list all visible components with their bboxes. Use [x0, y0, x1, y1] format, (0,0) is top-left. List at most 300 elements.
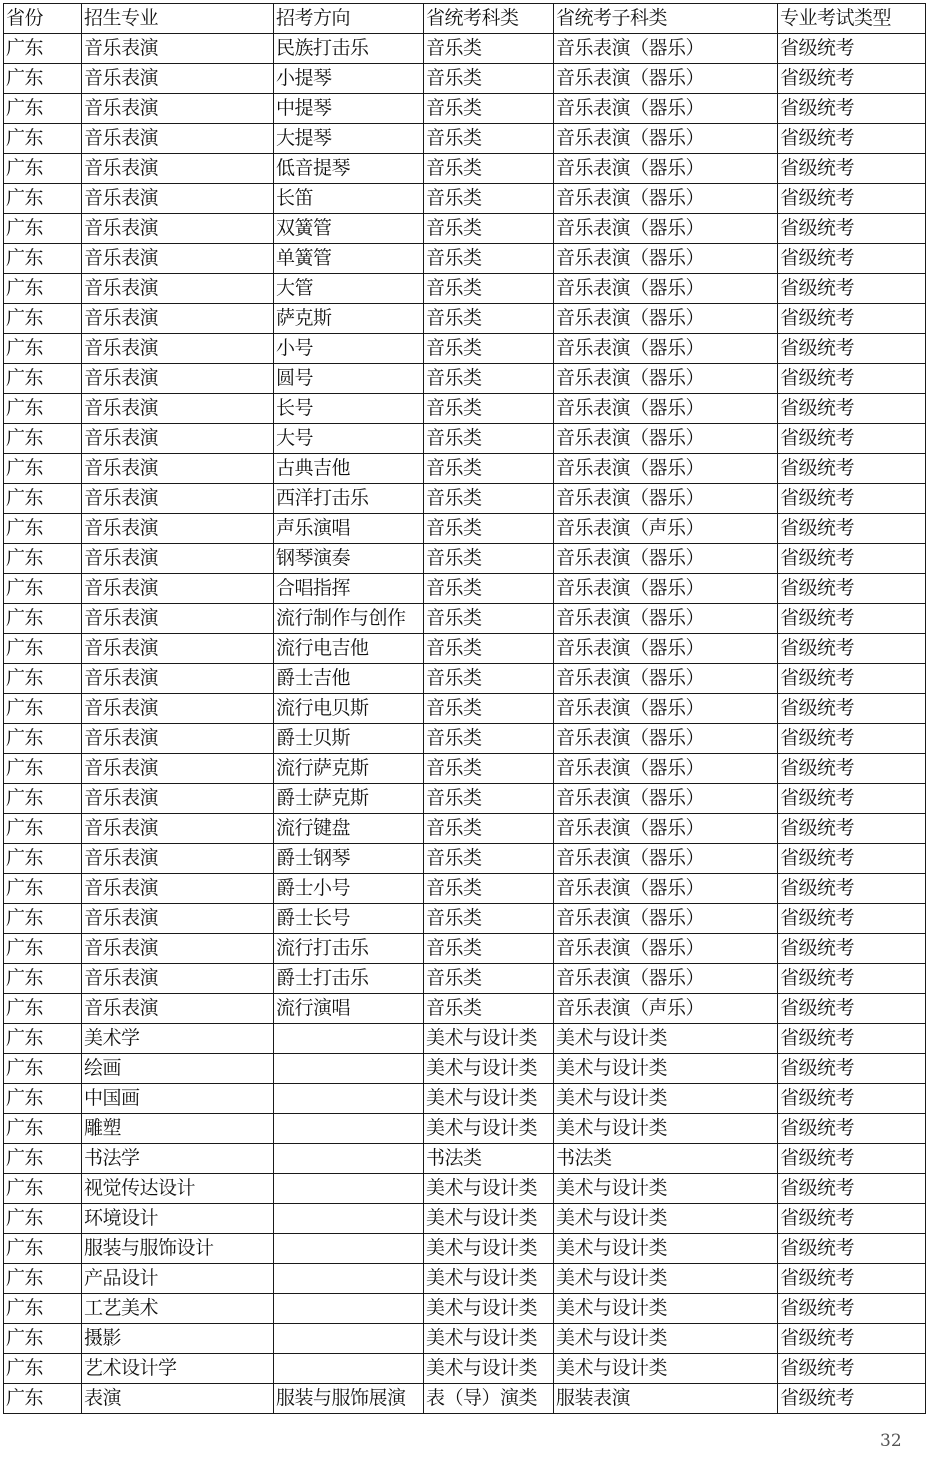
cell-exam-category: 音乐类 — [424, 214, 554, 244]
cell-major: 音乐表演 — [82, 34, 274, 64]
cell-exam-type: 省级统考 — [778, 424, 926, 454]
cell-province: 广东 — [4, 1174, 82, 1204]
cell-major: 艺术设计学 — [82, 1354, 274, 1384]
cell-exam-type: 省级统考 — [778, 514, 926, 544]
table-row — [4, 334, 926, 364]
cell-exam-category: 美术与设计类 — [424, 1264, 554, 1294]
cell-major: 音乐表演 — [82, 784, 274, 814]
cell-major: 音乐表演 — [82, 724, 274, 754]
table-row — [4, 1204, 926, 1234]
cell-direction: 中提琴 — [274, 94, 424, 124]
table-row — [4, 424, 926, 454]
cell-province: 广东 — [4, 1024, 82, 1054]
cell-direction: 大号 — [274, 424, 424, 454]
cell-exam-category: 美术与设计类 — [424, 1084, 554, 1114]
cell-direction: 爵士长号 — [274, 904, 424, 934]
cell-exam-category: 音乐类 — [424, 874, 554, 904]
cell-major: 音乐表演 — [82, 454, 274, 484]
cell-exam-type: 省级统考 — [778, 934, 926, 964]
cell-major: 音乐表演 — [82, 544, 274, 574]
cell-province: 广东 — [4, 304, 82, 334]
cell-direction — [274, 1294, 424, 1324]
cell-major: 音乐表演 — [82, 814, 274, 844]
cell-exam-category: 美术与设计类 — [424, 1354, 554, 1384]
cell-province: 广东 — [4, 664, 82, 694]
table-row — [4, 1144, 926, 1174]
cell-exam-subcategory: 美术与设计类 — [554, 1114, 778, 1144]
table-row — [4, 64, 926, 94]
cell-exam-category: 音乐类 — [424, 994, 554, 1024]
cell-province: 广东 — [4, 1294, 82, 1324]
cell-province: 广东 — [4, 484, 82, 514]
cell-exam-subcategory: 音乐表演（器乐） — [554, 244, 778, 274]
cell-major: 书法学 — [82, 1144, 274, 1174]
table-row — [4, 994, 926, 1024]
cell-direction: 声乐演唱 — [274, 514, 424, 544]
cell-major: 环境设计 — [82, 1204, 274, 1234]
cell-province: 广东 — [4, 334, 82, 364]
cell-province: 广东 — [4, 1264, 82, 1294]
cell-exam-type: 省级统考 — [778, 364, 926, 394]
cell-direction: 双簧管 — [274, 214, 424, 244]
cell-direction — [274, 1354, 424, 1384]
cell-exam-subcategory: 音乐表演（器乐） — [554, 874, 778, 904]
cell-exam-category: 美术与设计类 — [424, 1114, 554, 1144]
cell-direction: 爵士钢琴 — [274, 844, 424, 874]
table-row — [4, 394, 926, 424]
cell-exam-subcategory: 音乐表演（器乐） — [554, 64, 778, 94]
cell-major: 工艺美术 — [82, 1294, 274, 1324]
table-row — [4, 484, 926, 514]
cell-exam-type: 省级统考 — [778, 874, 926, 904]
cell-exam-type: 省级统考 — [778, 1204, 926, 1234]
cell-major: 音乐表演 — [82, 574, 274, 604]
cell-major: 音乐表演 — [82, 844, 274, 874]
cell-exam-category: 音乐类 — [424, 244, 554, 274]
cell-major: 音乐表演 — [82, 694, 274, 724]
cell-exam-subcategory: 音乐表演（器乐） — [554, 934, 778, 964]
cell-province: 广东 — [4, 1204, 82, 1234]
cell-exam-subcategory: 音乐表演（器乐） — [554, 304, 778, 334]
cell-major: 音乐表演 — [82, 664, 274, 694]
cell-exam-category: 音乐类 — [424, 544, 554, 574]
table-header-row — [4, 4, 926, 34]
cell-exam-category: 音乐类 — [424, 184, 554, 214]
cell-exam-type: 省级统考 — [778, 994, 926, 1024]
cell-province: 广东 — [4, 64, 82, 94]
cell-major: 音乐表演 — [82, 124, 274, 154]
cell-province: 广东 — [4, 424, 82, 454]
cell-exam-type: 省级统考 — [778, 664, 926, 694]
cell-exam-subcategory: 音乐表演（器乐） — [554, 814, 778, 844]
cell-province: 广东 — [4, 1144, 82, 1174]
header-direction: 招考方向 — [274, 4, 424, 34]
cell-exam-subcategory: 音乐表演（器乐） — [554, 694, 778, 724]
cell-exam-type: 省级统考 — [778, 394, 926, 424]
cell-major: 音乐表演 — [82, 304, 274, 334]
cell-province: 广东 — [4, 784, 82, 814]
cell-province: 广东 — [4, 1354, 82, 1384]
cell-exam-type: 省级统考 — [778, 1084, 926, 1114]
cell-exam-category: 音乐类 — [424, 574, 554, 604]
cell-province: 广东 — [4, 514, 82, 544]
cell-province: 广东 — [4, 364, 82, 394]
cell-exam-category: 音乐类 — [424, 904, 554, 934]
cell-direction: 圆号 — [274, 364, 424, 394]
cell-exam-subcategory: 美术与设计类 — [554, 1174, 778, 1204]
cell-direction: 流行制作与创作 — [274, 604, 424, 634]
cell-direction: 钢琴演奏 — [274, 544, 424, 574]
cell-exam-subcategory: 美术与设计类 — [554, 1084, 778, 1114]
cell-exam-category: 美术与设计类 — [424, 1054, 554, 1084]
cell-province: 广东 — [4, 694, 82, 724]
cell-major: 音乐表演 — [82, 994, 274, 1024]
cell-exam-type: 省级统考 — [778, 1354, 926, 1384]
cell-exam-type: 省级统考 — [778, 574, 926, 604]
cell-direction: 流行打击乐 — [274, 934, 424, 964]
cell-province: 广东 — [4, 604, 82, 634]
cell-direction: 流行键盘 — [274, 814, 424, 844]
cell-province: 广东 — [4, 124, 82, 154]
cell-exam-subcategory: 音乐表演（器乐） — [554, 484, 778, 514]
table-row — [4, 1324, 926, 1354]
cell-exam-category: 音乐类 — [424, 724, 554, 754]
header-exam-subcategory: 省统考子科类 — [554, 4, 778, 34]
cell-direction — [274, 1024, 424, 1054]
cell-exam-subcategory: 音乐表演（器乐） — [554, 394, 778, 424]
cell-major: 表演 — [82, 1384, 274, 1414]
table-row — [4, 904, 926, 934]
cell-exam-subcategory: 音乐表演（器乐） — [554, 754, 778, 784]
cell-exam-category: 美术与设计类 — [424, 1294, 554, 1324]
table-row — [4, 1264, 926, 1294]
cell-major: 音乐表演 — [82, 964, 274, 994]
cell-major: 音乐表演 — [82, 424, 274, 454]
cell-direction — [274, 1054, 424, 1084]
cell-direction — [274, 1234, 424, 1264]
cell-major: 音乐表演 — [82, 274, 274, 304]
cell-exam-subcategory: 音乐表演（器乐） — [554, 124, 778, 154]
table-row — [4, 694, 926, 724]
table-row — [4, 1354, 926, 1384]
cell-province: 广东 — [4, 1234, 82, 1264]
cell-exam-type: 省级统考 — [778, 814, 926, 844]
table-row — [4, 1234, 926, 1264]
cell-exam-category: 音乐类 — [424, 484, 554, 514]
cell-exam-type: 省级统考 — [778, 844, 926, 874]
table-row — [4, 1084, 926, 1114]
cell-major: 中国画 — [82, 1084, 274, 1114]
table-body — [4, 34, 926, 1414]
cell-direction: 大提琴 — [274, 124, 424, 154]
cell-exam-subcategory: 音乐表演（器乐） — [554, 724, 778, 754]
cell-exam-type: 省级统考 — [778, 94, 926, 124]
cell-exam-subcategory: 音乐表演（器乐） — [554, 664, 778, 694]
table-row — [4, 634, 926, 664]
table-row — [4, 244, 926, 274]
cell-exam-category: 美术与设计类 — [424, 1204, 554, 1234]
page-number: 32 — [880, 1431, 902, 1451]
cell-exam-type: 省级统考 — [778, 604, 926, 634]
cell-exam-subcategory: 音乐表演（声乐） — [554, 994, 778, 1024]
cell-direction — [274, 1204, 424, 1234]
cell-exam-subcategory: 音乐表演（器乐） — [554, 274, 778, 304]
table-row — [4, 454, 926, 484]
cell-direction: 合唱指挥 — [274, 574, 424, 604]
cell-province: 广东 — [4, 154, 82, 184]
cell-major: 绘画 — [82, 1054, 274, 1084]
table-row — [4, 844, 926, 874]
cell-exam-subcategory: 美术与设计类 — [554, 1204, 778, 1234]
cell-exam-category: 音乐类 — [424, 94, 554, 124]
table-row — [4, 274, 926, 304]
cell-exam-type: 省级统考 — [778, 724, 926, 754]
cell-exam-category: 音乐类 — [424, 814, 554, 844]
cell-exam-category: 音乐类 — [424, 394, 554, 424]
cell-exam-type: 省级统考 — [778, 34, 926, 64]
table-row — [4, 754, 926, 784]
cell-exam-type: 省级统考 — [778, 1264, 926, 1294]
cell-exam-subcategory: 音乐表演（器乐） — [554, 364, 778, 394]
cell-exam-category: 音乐类 — [424, 964, 554, 994]
cell-direction: 低音提琴 — [274, 154, 424, 184]
cell-exam-subcategory: 音乐表演（器乐） — [554, 844, 778, 874]
cell-exam-subcategory: 音乐表演（器乐） — [554, 784, 778, 814]
cell-province: 广东 — [4, 34, 82, 64]
cell-exam-type: 省级统考 — [778, 64, 926, 94]
cell-province: 广东 — [4, 214, 82, 244]
cell-exam-subcategory: 书法类 — [554, 1144, 778, 1174]
cell-exam-category: 音乐类 — [424, 514, 554, 544]
cell-direction: 小号 — [274, 334, 424, 364]
cell-exam-subcategory: 音乐表演（器乐） — [554, 544, 778, 574]
cell-province: 广东 — [4, 1324, 82, 1354]
cell-exam-subcategory: 音乐表演（器乐） — [554, 454, 778, 484]
cell-province: 广东 — [4, 874, 82, 904]
cell-exam-category: 音乐类 — [424, 334, 554, 364]
cell-exam-type: 省级统考 — [778, 1054, 926, 1084]
cell-exam-subcategory: 美术与设计类 — [554, 1324, 778, 1354]
cell-major: 音乐表演 — [82, 514, 274, 544]
cell-exam-category: 音乐类 — [424, 274, 554, 304]
cell-direction: 古典吉他 — [274, 454, 424, 484]
cell-direction: 流行萨克斯 — [274, 754, 424, 784]
cell-exam-subcategory: 美术与设计类 — [554, 1024, 778, 1054]
cell-province: 广东 — [4, 184, 82, 214]
cell-exam-category: 音乐类 — [424, 34, 554, 64]
cell-major: 音乐表演 — [82, 64, 274, 94]
cell-exam-subcategory: 音乐表演（器乐） — [554, 964, 778, 994]
cell-exam-subcategory: 美术与设计类 — [554, 1264, 778, 1294]
cell-major: 摄影 — [82, 1324, 274, 1354]
cell-province: 广东 — [4, 574, 82, 604]
cell-exam-type: 省级统考 — [778, 124, 926, 154]
cell-exam-subcategory: 音乐表演（器乐） — [554, 424, 778, 454]
cell-major: 音乐表演 — [82, 94, 274, 124]
cell-exam-category: 美术与设计类 — [424, 1174, 554, 1204]
cell-major: 音乐表演 — [82, 214, 274, 244]
cell-direction: 大管 — [274, 274, 424, 304]
cell-exam-type: 省级统考 — [778, 964, 926, 994]
cell-direction: 流行电贝斯 — [274, 694, 424, 724]
cell-major: 音乐表演 — [82, 394, 274, 424]
cell-exam-category: 音乐类 — [424, 754, 554, 784]
cell-province: 广东 — [4, 724, 82, 754]
cell-major: 产品设计 — [82, 1264, 274, 1294]
cell-province: 广东 — [4, 1084, 82, 1114]
cell-exam-type: 省级统考 — [778, 904, 926, 934]
admissions-table — [3, 3, 926, 1414]
cell-province: 广东 — [4, 844, 82, 874]
cell-exam-category: 音乐类 — [424, 664, 554, 694]
cell-exam-subcategory: 音乐表演（声乐） — [554, 514, 778, 544]
cell-exam-subcategory: 音乐表演（器乐） — [554, 604, 778, 634]
cell-exam-type: 省级统考 — [778, 544, 926, 574]
cell-direction: 爵士小号 — [274, 874, 424, 904]
cell-major: 音乐表演 — [82, 364, 274, 394]
cell-exam-subcategory: 服装表演 — [554, 1384, 778, 1414]
table-row — [4, 1024, 926, 1054]
cell-direction: 流行电吉他 — [274, 634, 424, 664]
cell-direction — [274, 1144, 424, 1174]
cell-province: 广东 — [4, 754, 82, 784]
cell-exam-type: 省级统考 — [778, 334, 926, 364]
cell-exam-subcategory: 音乐表演（器乐） — [554, 154, 778, 184]
table-row — [4, 1114, 926, 1144]
cell-exam-type: 省级统考 — [778, 754, 926, 784]
table-row — [4, 184, 926, 214]
table-row — [4, 154, 926, 184]
cell-major: 音乐表演 — [82, 604, 274, 634]
cell-province: 广东 — [4, 904, 82, 934]
cell-exam-category: 音乐类 — [424, 694, 554, 724]
table-row — [4, 34, 926, 64]
cell-exam-category: 音乐类 — [424, 454, 554, 484]
cell-exam-type: 省级统考 — [778, 484, 926, 514]
cell-province: 广东 — [4, 244, 82, 274]
cell-direction — [274, 1084, 424, 1114]
cell-exam-subcategory: 音乐表演（器乐） — [554, 94, 778, 124]
table-row — [4, 934, 926, 964]
cell-direction: 西洋打击乐 — [274, 484, 424, 514]
cell-exam-subcategory: 音乐表演（器乐） — [554, 574, 778, 604]
cell-direction: 爵士萨克斯 — [274, 784, 424, 814]
cell-province: 广东 — [4, 1114, 82, 1144]
cell-exam-subcategory: 音乐表演（器乐） — [554, 214, 778, 244]
cell-direction — [274, 1324, 424, 1354]
cell-province: 广东 — [4, 934, 82, 964]
cell-major: 音乐表演 — [82, 244, 274, 274]
cell-exam-category: 音乐类 — [424, 154, 554, 184]
table-row — [4, 784, 926, 814]
cell-major: 音乐表演 — [82, 484, 274, 514]
cell-direction — [274, 1264, 424, 1294]
table-row — [4, 574, 926, 604]
cell-exam-type: 省级统考 — [778, 184, 926, 214]
cell-exam-category: 音乐类 — [424, 604, 554, 634]
table-row — [4, 304, 926, 334]
cell-direction: 萨克斯 — [274, 304, 424, 334]
cell-exam-category: 表（导）演类 — [424, 1384, 554, 1414]
cell-province: 广东 — [4, 964, 82, 994]
cell-exam-type: 省级统考 — [778, 1174, 926, 1204]
cell-province: 广东 — [4, 994, 82, 1024]
table-row — [4, 664, 926, 694]
table-row — [4, 724, 926, 754]
cell-exam-category: 音乐类 — [424, 424, 554, 454]
cell-major: 音乐表演 — [82, 754, 274, 784]
table-row — [4, 94, 926, 124]
cell-province: 广东 — [4, 1054, 82, 1084]
header-major: 招生专业 — [82, 4, 274, 34]
table-row — [4, 604, 926, 634]
cell-exam-subcategory: 音乐表演（器乐） — [554, 184, 778, 214]
cell-direction — [274, 1114, 424, 1144]
cell-exam-category: 音乐类 — [424, 784, 554, 814]
cell-direction — [274, 1174, 424, 1204]
cell-exam-type: 省级统考 — [778, 1024, 926, 1054]
cell-exam-type: 省级统考 — [778, 1114, 926, 1144]
cell-major: 音乐表演 — [82, 154, 274, 184]
cell-major: 服装与服饰设计 — [82, 1234, 274, 1264]
cell-direction: 爵士打击乐 — [274, 964, 424, 994]
cell-exam-type: 省级统考 — [778, 1144, 926, 1174]
cell-exam-category: 音乐类 — [424, 124, 554, 154]
cell-exam-type: 省级统考 — [778, 274, 926, 304]
cell-exam-type: 省级统考 — [778, 454, 926, 484]
cell-major: 美术学 — [82, 1024, 274, 1054]
table-row — [4, 814, 926, 844]
cell-exam-subcategory: 音乐表演（器乐） — [554, 334, 778, 364]
cell-exam-category: 美术与设计类 — [424, 1234, 554, 1264]
cell-exam-subcategory: 音乐表演（器乐） — [554, 634, 778, 664]
cell-exam-type: 省级统考 — [778, 1324, 926, 1354]
cell-exam-type: 省级统考 — [778, 214, 926, 244]
cell-exam-type: 省级统考 — [778, 154, 926, 184]
table-row — [4, 364, 926, 394]
cell-direction: 长笛 — [274, 184, 424, 214]
cell-exam-type: 省级统考 — [778, 304, 926, 334]
header-province: 省份 — [4, 4, 82, 34]
cell-major: 音乐表演 — [82, 934, 274, 964]
cell-exam-category: 美术与设计类 — [424, 1324, 554, 1354]
cell-exam-type: 省级统考 — [778, 244, 926, 274]
cell-province: 广东 — [4, 1384, 82, 1414]
cell-major: 音乐表演 — [82, 874, 274, 904]
cell-province: 广东 — [4, 274, 82, 304]
cell-exam-type: 省级统考 — [778, 1384, 926, 1414]
cell-exam-type: 省级统考 — [778, 784, 926, 814]
cell-exam-type: 省级统考 — [778, 634, 926, 664]
cell-major: 视觉传达设计 — [82, 1174, 274, 1204]
cell-direction: 小提琴 — [274, 64, 424, 94]
cell-province: 广东 — [4, 634, 82, 664]
cell-major: 音乐表演 — [82, 184, 274, 214]
table-row — [4, 1054, 926, 1084]
table-row — [4, 874, 926, 904]
header-exam-category: 省统考科类 — [424, 4, 554, 34]
cell-province: 广东 — [4, 94, 82, 124]
table-row — [4, 964, 926, 994]
cell-direction: 民族打击乐 — [274, 34, 424, 64]
table-row — [4, 544, 926, 574]
cell-major: 音乐表演 — [82, 634, 274, 664]
cell-exam-category: 音乐类 — [424, 634, 554, 664]
cell-exam-type: 省级统考 — [778, 694, 926, 724]
cell-exam-subcategory: 美术与设计类 — [554, 1294, 778, 1324]
cell-exam-category: 美术与设计类 — [424, 1024, 554, 1054]
table-row — [4, 514, 926, 544]
